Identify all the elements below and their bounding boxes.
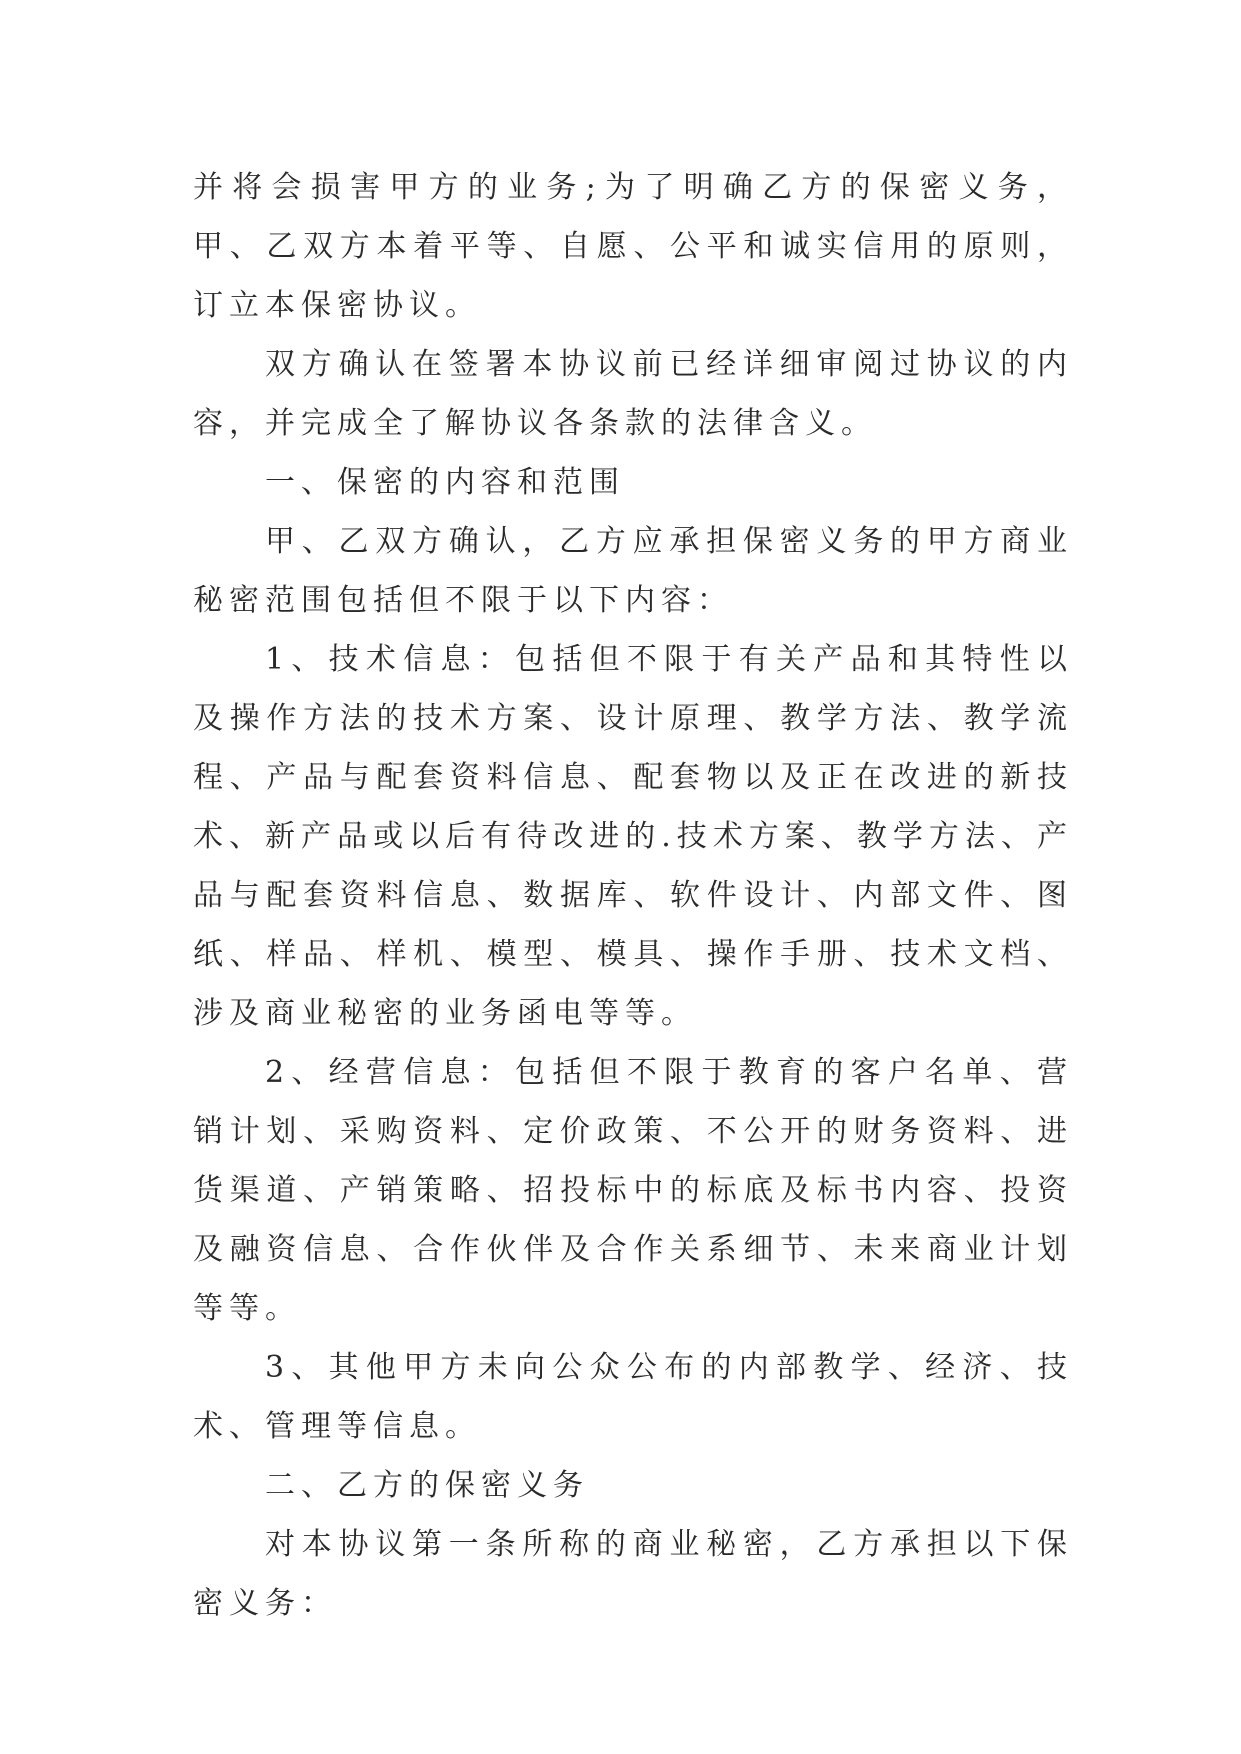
- paragraph-scope: 甲、乙双方确认，乙方应承担保密义务的甲方商业秘密范围包括但不限于以下内容：: [193, 524, 1073, 618]
- paragraph-confirmation: 双方确认在签署本协议前已经详细审阅过协议的内容，并完成全了解协议各条款的法律含义。: [193, 347, 1073, 441]
- document-body: [193, 158, 1073, 1633]
- paragraph-intro-continuation: 并将会损害甲方的业务;为了明确乙方的保密义务，甲、乙双方本着平等、自愿、公平和诚实信用的原则，订立本保密协议。: [193, 170, 1073, 323]
- section-heading-scope: 一、保密的内容和范围: [265, 465, 625, 500]
- paragraph-obligations: 对本协议第一条所称的商业秘密，乙方承担以下保密义务：: [193, 1527, 1073, 1621]
- section-heading-obligations: 二、乙方的保密义务: [265, 1468, 589, 1503]
- list-item-technical-info: 1、技术信息：包括但不限于有关产品和其特性以及操作方法的技术方案、设计原理、教学方法、教学流程、产品与配套资料信息、配套物以及正在改进的新技术、新产品或以后有待改进的.技术方案、教学方法、产品与配套资料信息、数据库、软件设计、内部文件、图纸、样品、样机、模型、模具、操作手册、技术文档、涉及商业秘密的业务函电等等。: [193, 642, 1073, 1031]
- list-item-other-info: 3、其他甲方未向公众公布的内部教学、经济、技术、管理等信息。: [193, 1350, 1073, 1444]
- list-item-business-info: 2、经营信息：包括但不限于教育的客户名单、营销计划、采购资料、定价政策、不公开的财务资料、进货渠道、产销策略、招投标中的标底及标书内容、投资及融资信息、合作伙伴及合作关系细节、未来商业计划等等。: [193, 1055, 1073, 1326]
